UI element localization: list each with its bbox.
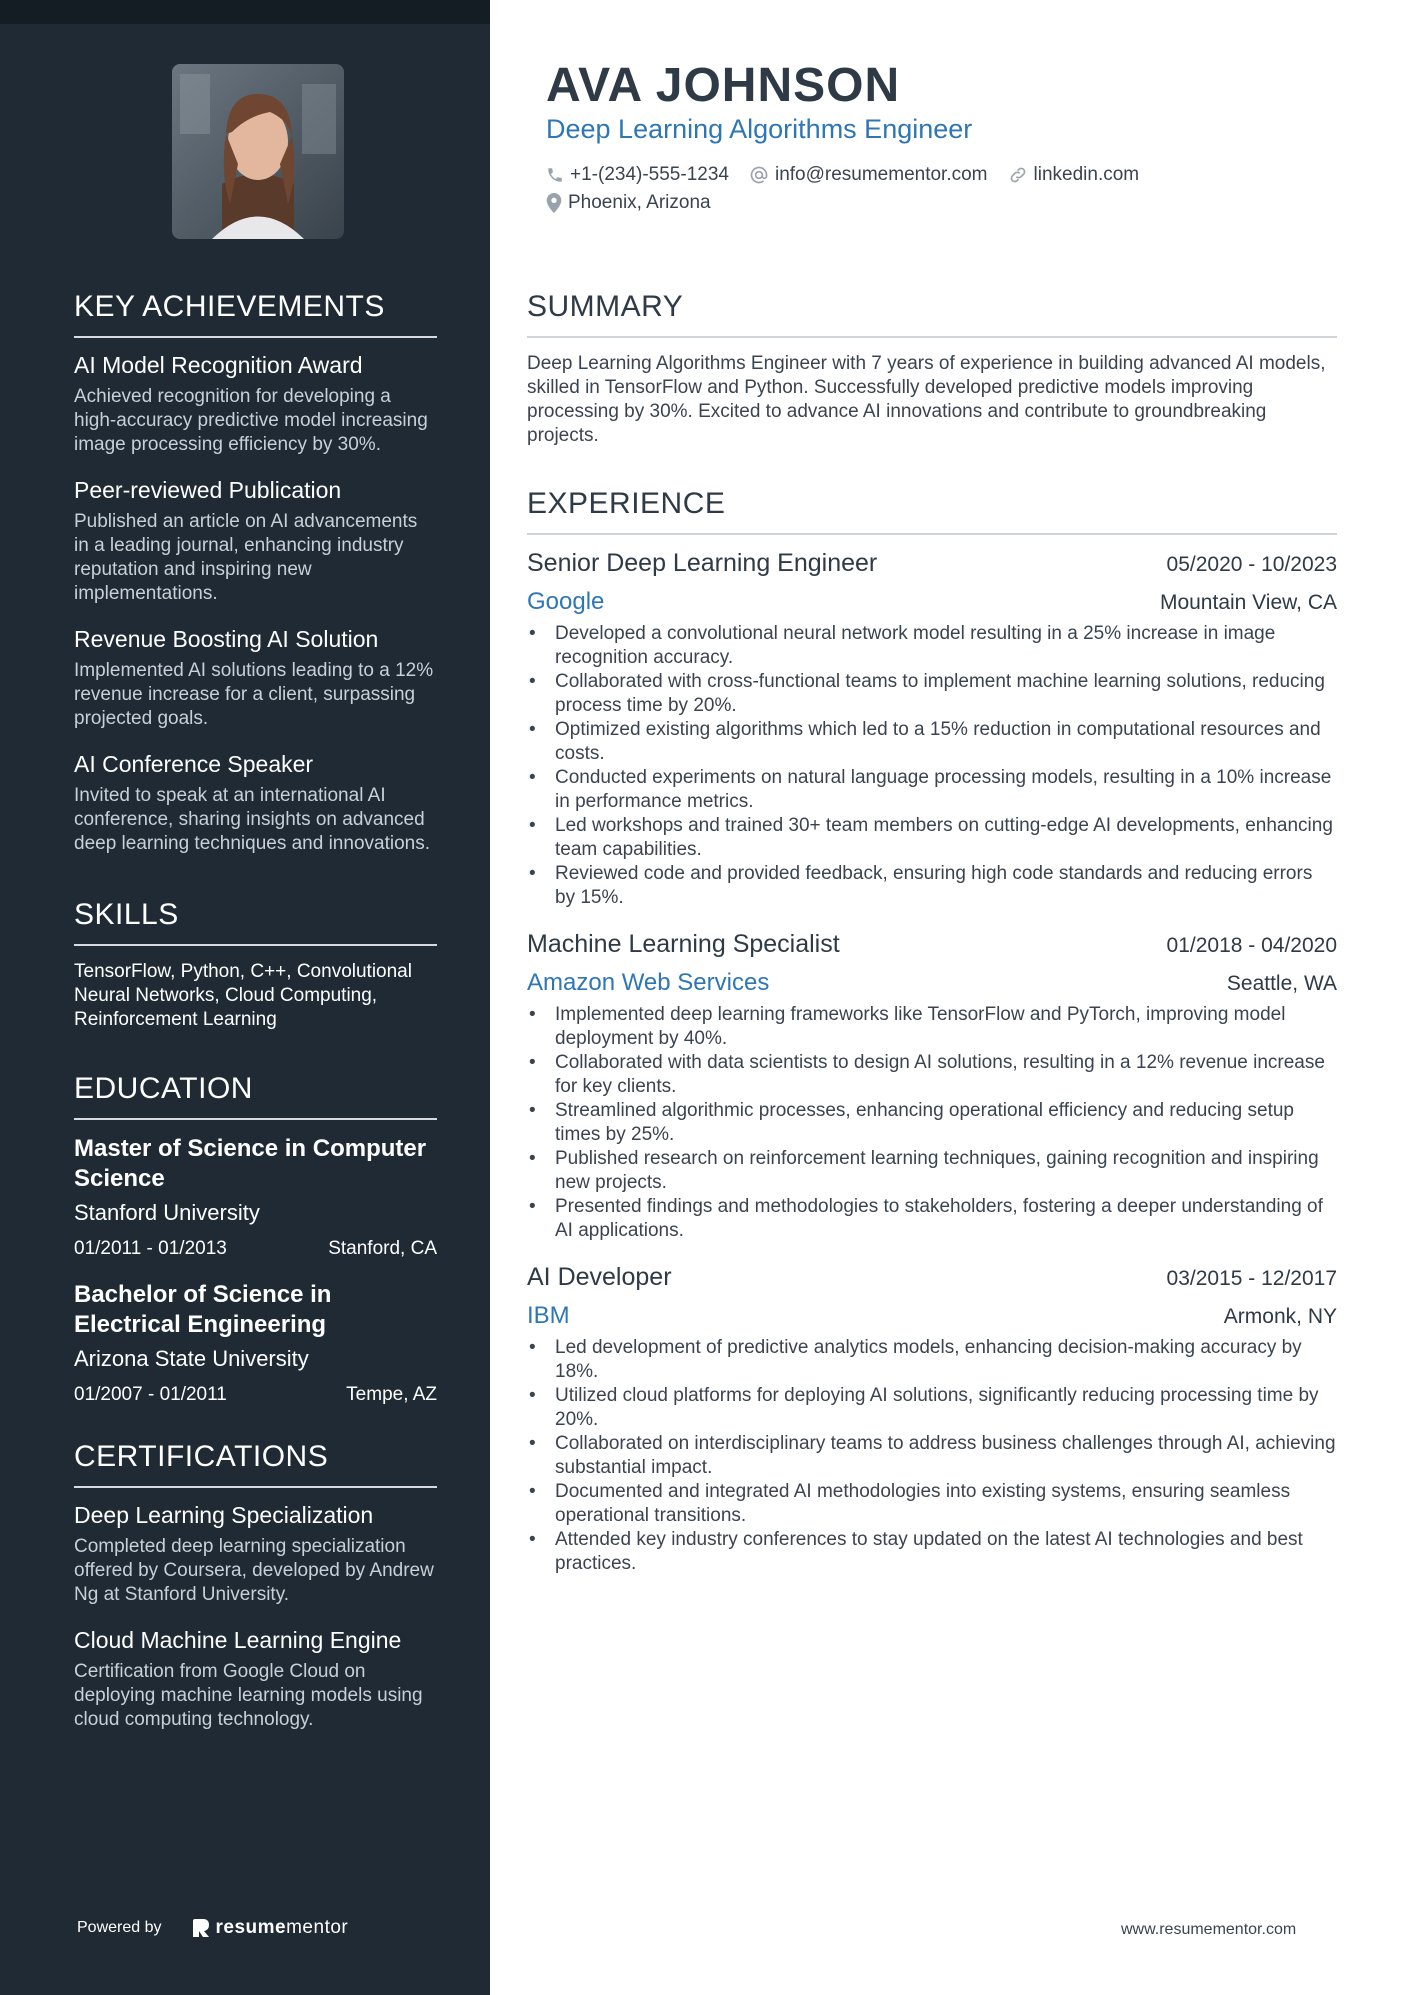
contact-row-2 bbox=[546, 192, 711, 214]
summary-text: Deep Learning Algorithms Engineer with 7 years of experience in building advanced AI models, skilled in TensorFlow and Python. Successfully developed predictive models improving processing by 30%. Excited to advance AI innovations and contribute to groundbreaking projects. bbox=[527, 353, 1326, 446]
job-bullet: • Utilized cloud platforms for deploying AI solutions, significantly reducing processing time by 20%. bbox=[527, 1384, 1337, 1432]
education-item bbox=[74, 1280, 437, 1406]
job-bullet: • Streamlined algorithmic processes, enhancing operational efficiency and reducing setup times by 25%. bbox=[527, 1099, 1337, 1147]
contact-email[interactable] bbox=[749, 164, 988, 186]
achievements-heading: KEY ACHIEVEMENTS bbox=[74, 290, 437, 338]
job-entry bbox=[527, 549, 1337, 910]
job-bullet: • Led development of predictive analytics models, enhancing decision-making accuracy by 18%. bbox=[527, 1336, 1337, 1384]
job-dates: 01/2018 - 04/2020 bbox=[1166, 934, 1337, 957]
brand-light: mentor bbox=[286, 1917, 349, 1938]
education-dates: 01/2011 - 01/2013 bbox=[74, 1238, 227, 1259]
contact-phone[interactable] bbox=[546, 164, 729, 186]
job-bullet: • Optimized existing algorithms which led to a 15% reduction in computational resources and costs. bbox=[527, 718, 1337, 766]
education-degree: Master of Science in Computer Science bbox=[74, 1135, 427, 1192]
skills-list: TensorFlow, Python, C++, Convolutional Neural Networks, Cloud Computing, Reinforcement Learning bbox=[74, 961, 412, 1030]
education-school: Arizona State University bbox=[74, 1346, 309, 1371]
sidebar-content bbox=[74, 290, 437, 1752]
achievement-title: Revenue Boosting AI Solution bbox=[74, 626, 379, 652]
achievement-item bbox=[74, 477, 437, 606]
experience-section bbox=[527, 487, 1337, 1596]
education-heading: EDUCATION bbox=[74, 1072, 437, 1120]
job-bullets bbox=[527, 1336, 1337, 1576]
achievement-item bbox=[74, 352, 437, 457]
brand-bold: resume bbox=[215, 1917, 287, 1938]
achievement-title: AI Conference Speaker bbox=[74, 751, 314, 777]
achievement-title: Peer-reviewed Publication bbox=[74, 477, 342, 503]
job-title: Machine Learning Specialist bbox=[527, 930, 840, 958]
job-entry bbox=[527, 1263, 1337, 1576]
education-item bbox=[74, 1134, 437, 1260]
job-title: AI Developer bbox=[527, 1263, 672, 1291]
job-entry bbox=[527, 930, 1337, 1243]
achievement-title: AI Model Recognition Award bbox=[74, 352, 363, 378]
achievement-item bbox=[74, 751, 437, 856]
linkedin-text: linkedin.com bbox=[1033, 164, 1140, 185]
job-location: Seattle, WA bbox=[1226, 972, 1337, 995]
job-bullet: • Conducted experiments on natural language processing models, resulting in a 10% increase in performance metrics. bbox=[527, 766, 1337, 814]
experience-heading: EXPERIENCE bbox=[527, 487, 1337, 535]
achievement-item bbox=[74, 626, 437, 731]
job-bullet: • Implemented deep learning frameworks like TensorFlow and PyTorch, improving model deployment by 40%. bbox=[527, 1003, 1337, 1051]
achievement-desc: Invited to speak at an international AI conference, sharing insights on advanced deep learning techniques and innovations. bbox=[74, 785, 430, 854]
email-text: info@resumementor.com bbox=[774, 164, 988, 185]
job-location: Armonk, NY bbox=[1223, 1305, 1337, 1328]
job-company: IBM bbox=[527, 1302, 570, 1329]
achievement-desc: Achieved recognition for developing a high-accuracy predictive model increasing image processing efficiency by 30%. bbox=[74, 386, 428, 455]
summary-section bbox=[527, 290, 1337, 448]
job-bullet: • Developed a convolutional neural network model resulting in a 25% increase in image recognition accuracy. bbox=[527, 622, 1337, 670]
profile-photo bbox=[172, 64, 344, 239]
job-bullet: • Published research on reinforcement learning techniques, gaining recognition and inspiring new projects. bbox=[527, 1147, 1337, 1195]
education-dates: 01/2007 - 01/2011 bbox=[74, 1384, 227, 1405]
job-bullet: • Collaborated on interdisciplinary teams to address business challenges through AI, achieving substantial impact. bbox=[527, 1432, 1337, 1480]
education-degree: Bachelor of Science in Electrical Engineering bbox=[74, 1281, 332, 1338]
job-bullet: • Collaborated with cross-functional teams to implement machine learning solutions, reducing process time by 20%. bbox=[527, 670, 1337, 718]
certifications-heading: CERTIFICATIONS bbox=[74, 1440, 437, 1488]
resumementor-logo[interactable] bbox=[192, 1917, 349, 1939]
candidate-name: AVA JOHNSON bbox=[546, 59, 901, 112]
at-icon bbox=[749, 165, 769, 185]
contact-row bbox=[546, 164, 1139, 186]
certification-desc: Completed deep learning specialization offered by Coursera, developed by Andrew Ng at Stanford University. bbox=[74, 1536, 434, 1605]
powered-by-label: Powered by bbox=[77, 1919, 162, 1936]
certification-title: Deep Learning Specialization bbox=[74, 1502, 374, 1528]
job-bullets bbox=[527, 622, 1337, 910]
contact-linkedin[interactable] bbox=[1008, 164, 1140, 186]
job-location: Mountain View, CA bbox=[1159, 591, 1337, 614]
job-bullet: • Attended key industry conferences to stay updated on the latest AI technologies and best practices. bbox=[527, 1528, 1337, 1576]
contact-location bbox=[546, 192, 711, 214]
sidebar-top-bar bbox=[0, 0, 490, 24]
summary-heading: SUMMARY bbox=[527, 290, 1337, 338]
sidebar bbox=[0, 0, 490, 1995]
job-bullet: • Led workshops and trained 30+ team members on cutting-edge AI developments, enhancing team capabilities. bbox=[527, 814, 1337, 862]
job-bullet: • Reviewed code and provided feedback, ensuring high code standards and reducing errors by 15%. bbox=[527, 862, 1337, 910]
certification-item bbox=[74, 1627, 437, 1732]
achievement-desc: Implemented AI solutions leading to a 12% revenue increase for a client, surpassing projected goals. bbox=[74, 660, 434, 729]
education-location: Stanford, CA bbox=[328, 1238, 437, 1259]
certification-item bbox=[74, 1502, 437, 1607]
job-bullets bbox=[527, 1003, 1337, 1243]
location-text: Phoenix, Arizona bbox=[568, 192, 711, 213]
job-dates: 03/2015 - 12/2017 bbox=[1166, 1267, 1337, 1290]
job-dates: 05/2020 - 10/2023 bbox=[1166, 553, 1337, 576]
certification-desc: Certification from Google Cloud on deploying machine learning models using cloud computing technology. bbox=[74, 1661, 423, 1730]
link-icon bbox=[1008, 165, 1028, 185]
education-location: Tempe, AZ bbox=[346, 1384, 437, 1405]
achievement-desc: Published an article on AI advancements in a leading journal, enhancing industry reputation and inspiring new implementations. bbox=[74, 511, 418, 604]
job-title: Senior Deep Learning Engineer bbox=[527, 549, 878, 577]
candidate-title: Deep Learning Algorithms Engineer bbox=[546, 114, 973, 144]
job-company: Amazon Web Services bbox=[527, 969, 770, 996]
resumementor-logo-icon bbox=[192, 1918, 210, 1938]
location-pin-icon bbox=[546, 193, 562, 213]
phone-text: +1-(234)-555-1234 bbox=[570, 164, 729, 185]
powered-by-footer bbox=[77, 1917, 348, 1939]
phone-icon bbox=[546, 166, 564, 184]
job-bullet: • Presented findings and methodologies to stakeholders, fostering a deeper understanding of AI applications. bbox=[527, 1195, 1337, 1243]
skills-heading: SKILLS bbox=[74, 898, 437, 946]
certification-title: Cloud Machine Learning Engine bbox=[74, 1627, 402, 1653]
job-company: Google bbox=[527, 588, 605, 615]
job-bullet: • Collaborated with data scientists to design AI solutions, resulting in a 12% revenue increase for key clients. bbox=[527, 1051, 1337, 1099]
job-bullet: • Documented and integrated AI methodologies into existing systems, ensuring seamless operational transitions. bbox=[527, 1480, 1337, 1528]
website-link[interactable]: www.resumementor.com bbox=[1121, 1921, 1297, 1938]
education-school: Stanford University bbox=[74, 1200, 260, 1225]
